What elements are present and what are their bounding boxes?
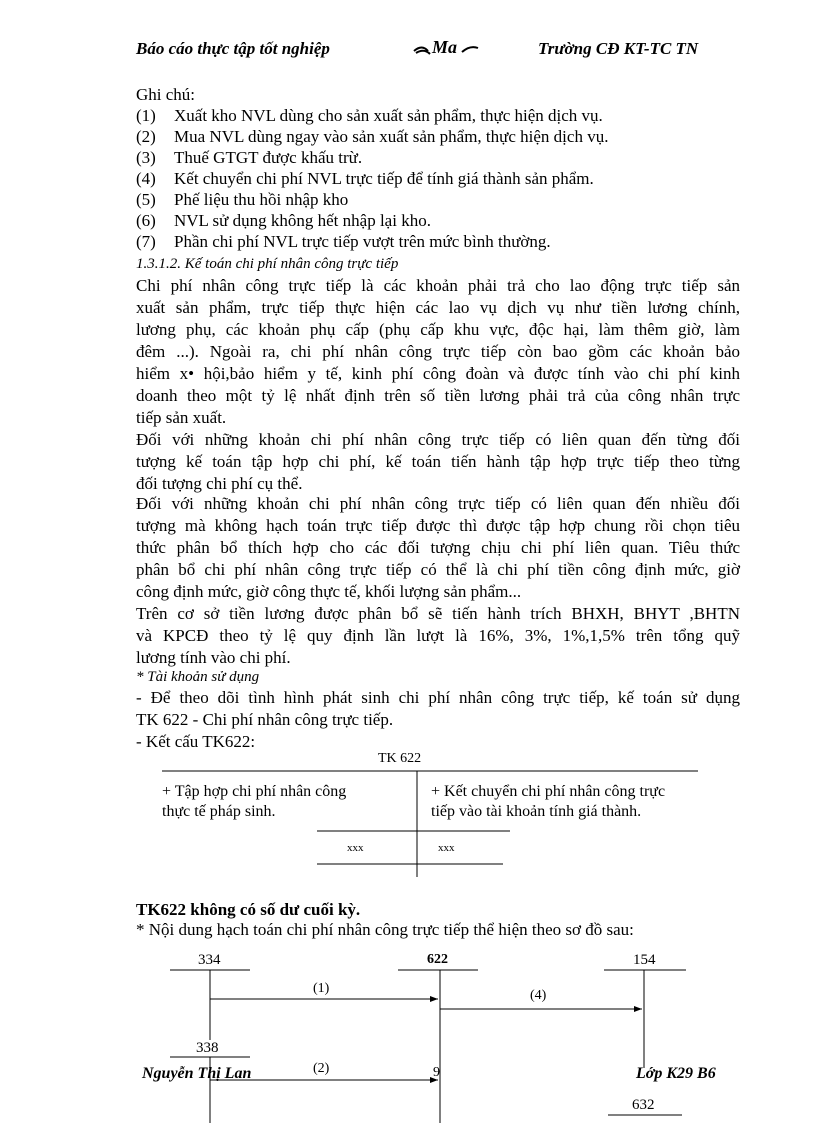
paragraph-line: hiểm x• hội,bảo hiểm y tế, kinh phí công đoàn và được tính vào chi phí kinh: [136, 364, 740, 383]
header-title-right: Trường CĐ KT-TC TN: [538, 39, 699, 58]
paragraph-line: Đối với những khoản chi phí nhân công trực tiếp có liên quan đến nhiều đối: [136, 494, 740, 513]
paragraph-line: lương tính vào chi phí.: [136, 648, 291, 667]
t-account-debit-line: thực tế pháp sinh.: [162, 803, 276, 820]
account-622: 622: [427, 952, 448, 967]
note-number: (1): [136, 106, 156, 125]
account-used-heading: * Tài khoản sử dụng: [136, 669, 260, 685]
note-text: Mua NVL dùng ngay vào sản xuất sản phẩm, thực hiện dịch vụ.: [174, 127, 609, 146]
note-text: Phế liệu thu hồi nhập kho: [174, 190, 349, 209]
account-154: 154: [633, 952, 656, 968]
t-account-credit-line: tiếp vào tài khoản tính giá thành.: [431, 803, 642, 820]
notes-title: Ghi chú:: [136, 85, 196, 104]
diagram-intro: * Nội dung hạch toán chi phí nhân công trực tiếp thể hiện theo sơ đồ sau:: [136, 920, 634, 939]
note-number: (6): [136, 211, 156, 230]
paragraph-line: xuất sản phẩm, trực tiếp thực hiện các lao vụ dịch vụ như tiền lương chính,: [136, 298, 740, 317]
paragraph-line: đối tượng chi phí cụ thể.: [136, 474, 303, 493]
paragraph-line: tượng mà không hạch toán trực tiếp được thì được tập hợp chung rồi chọn tiêu: [136, 516, 740, 535]
account-used-line: - Để theo dõi tình hình phát sinh chi phí nhân công trực tiếp, kế toán sử dụng: [136, 688, 740, 707]
paragraph-line: phân bổ chi phí nhân công trực tiếp có thể là chi phí tiền công định mức, giờ: [136, 560, 740, 579]
note-text: NVL sử dụng không hết nhập lại kho.: [174, 211, 431, 230]
footer-class: Lớp K29 B6: [636, 1065, 716, 1082]
paragraph-line: tiếp sản xuất.: [136, 408, 227, 427]
t-account-credit-total: xxx: [438, 842, 455, 854]
no-balance-note: TK622 không có số dư cuối kỳ.: [136, 900, 361, 919]
paragraph-line: công định mức, giờ công thực tế, khối lượng sản phẩm...: [136, 582, 522, 601]
account-632: 632: [632, 1097, 655, 1113]
header-title-left: Báo cáo thực tập tốt nghiệp: [136, 39, 330, 58]
paragraph-line: lương phụ, các khoản phụ cấp (phụ cấp khu vực, độc hại, làm thêm giờ, làm: [136, 320, 740, 339]
arrow-label-1: (1): [313, 981, 330, 996]
note-number: (3): [136, 148, 156, 167]
footer-author: Nguyễn Thị Lan: [142, 1065, 252, 1082]
paragraph-line: tượng kế toán tập hợp chi phí, kế toán tiến hành tập hợp trực tiếp theo từng: [136, 452, 740, 471]
paragraph-line: và KPCĐ theo tỷ lệ quy định lần lượt là 16%, 3%, 1%,1,5% trên tổng quỹ: [136, 626, 740, 645]
note-number: (7): [136, 232, 156, 251]
paragraph-line: Trên cơ sở tiền lương được phân bổ sẽ tiến hành trích BHXH, BHYT ,BHTN: [136, 604, 740, 623]
account-338: 338: [196, 1040, 219, 1056]
t-account-credit-line: + Kết chuyển chi phí nhân công trực: [431, 783, 666, 800]
note-text: Xuất kho NVL dùng cho sản xuất sản phẩm, thực hiện dịch vụ.: [174, 106, 603, 125]
arrow-label-2: (2): [313, 1061, 330, 1076]
svg-text:Ma: Ma: [432, 37, 458, 57]
account-structure-label: - Kết cấu TK622:: [136, 732, 256, 751]
paragraph-line: thức phân bổ thích hợp cho các đối tượng chịu chi phí liên quan. Tiêu thức: [136, 538, 740, 557]
t-account-title: TK 622: [378, 751, 422, 766]
diagram-partial-text: 9: [433, 1065, 440, 1080]
paragraph-line: đêm ...). Ngoài ra, chi phí nhân công trực tiếp còn bao gồm các khoản bảo: [136, 342, 740, 361]
arrow-label-4: (4): [530, 988, 547, 1003]
paragraph-line: doanh theo một tỷ lệ nhất định trên số tiền lương phải trả của công nhân trực: [136, 386, 740, 405]
note-number: (4): [136, 169, 156, 188]
note-text: Kết chuyển chi phí NVL trực tiếp để tính giá thành sản phẩm.: [174, 169, 594, 188]
paragraph-line: Chi phí nhân công trực tiếp là các khoản phải trả cho lao động trực tiếp sản: [136, 276, 740, 295]
account-334: 334: [198, 952, 221, 968]
section-heading: 1.3.1.2. Kế toán chi phí nhân công trực tiếp: [136, 256, 399, 272]
note-text: Thuế GTGT được khấu trừ.: [174, 148, 363, 167]
note-number: (2): [136, 127, 156, 146]
t-account-debit-total: xxx: [347, 842, 364, 854]
note-text: Phần chi phí NVL trực tiếp vượt trên mức bình thường.: [174, 232, 551, 251]
note-number: (5): [136, 190, 156, 209]
account-used-line: TK 622 - Chi phí nhân công trực tiếp.: [136, 710, 394, 729]
t-account-debit-line: + Tập hợp chi phí nhân công: [162, 783, 347, 800]
paragraph-line: Đối với những khoản chi phí nhân công trực tiếp có liên quan đến từng đối: [136, 430, 740, 449]
